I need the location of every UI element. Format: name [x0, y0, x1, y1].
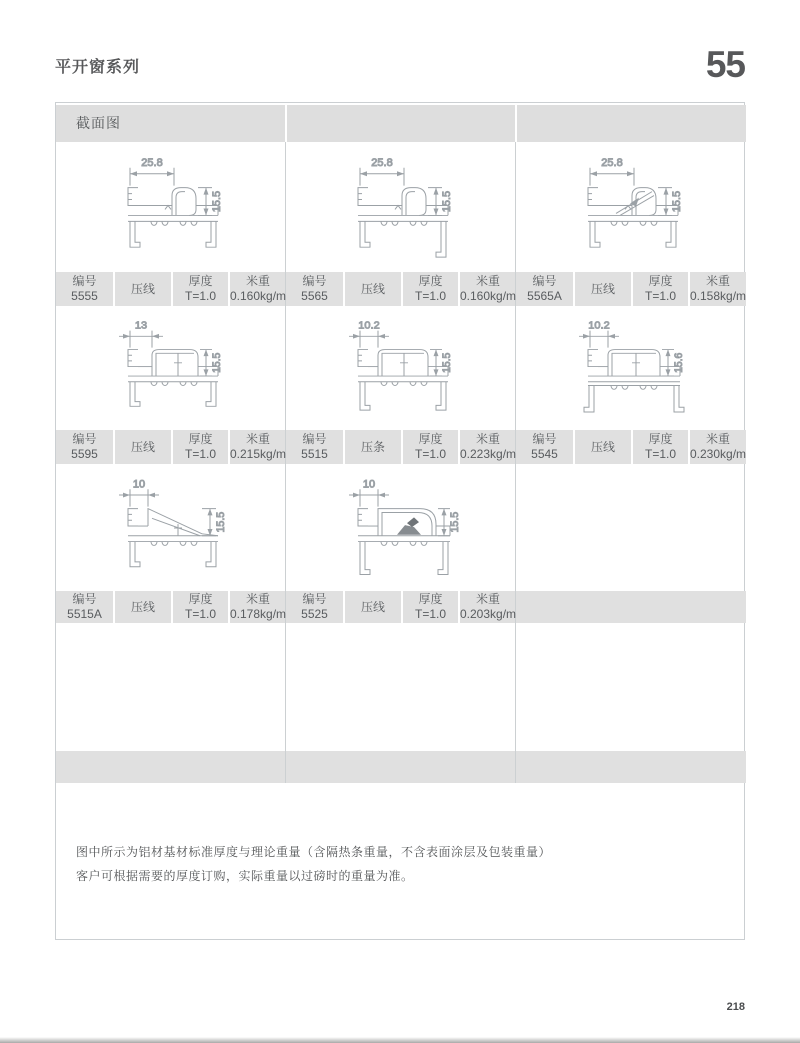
profile-code-value: 5515 [301, 447, 328, 461]
profile-weight-label: 米重 [245, 432, 270, 446]
profile-info-5525 [286, 591, 516, 623]
svg-text:25.8: 25.8 [141, 156, 163, 169]
profile-thickness-value: T=1.0 [184, 447, 217, 461]
note-line-1: 图中所示为铝材基材标准厚度与理论重量（含隔热条重量，不含表面涂层及包装重量） [76, 845, 552, 859]
svg-text:15.5: 15.5 [440, 190, 454, 213]
profile-weight-value: 0.203kg/m [459, 607, 517, 621]
page-edge-shadow [0, 1037, 800, 1043]
profile-weight-cell [688, 430, 746, 464]
profile-code-cell [56, 591, 113, 623]
profile-code-cell [516, 272, 573, 306]
svg-text:15.5: 15.5 [670, 190, 684, 213]
profile-weight-cell [458, 430, 516, 464]
profile-info-5545 [516, 430, 746, 464]
profile-code-label: 编号 [532, 274, 557, 288]
profile-info-5565 [286, 272, 516, 306]
profile-thickness-label: 厚度 [188, 592, 213, 606]
profile-code-label: 编号 [72, 592, 97, 606]
profile-weight-label: 米重 [705, 274, 730, 288]
profile-code-value: 5525 [301, 607, 328, 621]
profile-drawing-5555 [56, 142, 286, 272]
profile-type-value: 压线 [130, 439, 155, 454]
profile-code-value: 5595 [71, 447, 98, 461]
profile-thickness-cell [401, 430, 458, 464]
profile-type-cell [113, 591, 171, 623]
profile-thickness-cell [171, 591, 228, 623]
banner-separator [515, 105, 517, 142]
profile-weight-label: 米重 [245, 592, 270, 606]
profile-type-value: 压条 [360, 439, 385, 454]
profile-code-cell [56, 272, 113, 306]
profile-drawing-5515 [286, 306, 516, 430]
info-band-row-4 [56, 751, 746, 783]
section-table [55, 102, 745, 940]
profile-type-cell [343, 591, 401, 623]
profile-weight-cell [228, 430, 286, 464]
profile-type-cell [573, 272, 631, 306]
profile-code-cell [516, 430, 573, 464]
profile-code-value: 5565A [527, 289, 562, 303]
svg-text:10.2: 10.2 [358, 319, 380, 332]
page-number: 218 [726, 1001, 745, 1013]
profile-type-value: 压线 [130, 281, 155, 296]
svg-text:15.6: 15.6 [672, 352, 686, 373]
profile-weight-value: 0.230kg/m [689, 447, 747, 461]
profile-weight-label: 米重 [245, 274, 270, 288]
profile-thickness-label: 厚度 [648, 274, 673, 288]
profile-thickness-cell [401, 272, 458, 306]
profile-thickness-label: 厚度 [188, 432, 213, 446]
profile-code-label: 编号 [532, 432, 557, 446]
profile-info-5595 [56, 430, 286, 464]
profile-type-value: 压线 [130, 599, 155, 614]
svg-text:25.8: 25.8 [601, 156, 623, 169]
profile-thickness-label: 厚度 [648, 432, 673, 446]
profile-code-label: 编号 [302, 592, 327, 606]
profile-type-value: 压线 [590, 439, 615, 454]
profile-code-value: 5565 [301, 289, 328, 303]
profile-weight-cell [458, 591, 516, 623]
profile-info-5555 [56, 272, 286, 306]
profile-weight-value: 0.223kg/m [459, 447, 517, 461]
notes-block [56, 783, 746, 940]
profile-type-value: 压线 [590, 281, 615, 296]
profile-thickness-value: T=1.0 [644, 289, 677, 303]
profile-thickness-cell [401, 591, 458, 623]
profile-code-cell [56, 430, 113, 464]
note-line-2: 客户可根据需要的厚度订购，实际重量以过磅时的重量为准。 [76, 869, 414, 883]
profile-weight-label: 米重 [475, 274, 500, 288]
svg-text:15.5: 15.5 [448, 511, 462, 533]
profile-thickness-value: T=1.0 [414, 289, 447, 303]
profile-info-5515 [286, 430, 516, 464]
profile-type-cell [113, 430, 171, 464]
profile-weight-cell [688, 272, 746, 306]
profile-thickness-value: T=1.0 [414, 447, 447, 461]
profile-code-cell [286, 591, 343, 623]
profile-code-value: 5545 [531, 447, 558, 461]
profile-code-value: 5515A [67, 607, 102, 621]
profile-info-5515A [56, 591, 286, 623]
profile-drawing-5565 [286, 142, 516, 272]
svg-text:13: 13 [134, 319, 148, 332]
svg-text:10.2: 10.2 [588, 319, 610, 332]
profile-code-label: 编号 [72, 274, 97, 288]
profile-type-value: 压线 [360, 599, 385, 614]
profile-thickness-label: 厚度 [188, 274, 213, 288]
profile-thickness-cell [631, 272, 688, 306]
profile-weight-label: 米重 [475, 432, 500, 446]
profile-thickness-label: 厚度 [418, 592, 443, 606]
profile-code-label: 编号 [302, 432, 327, 446]
profile-thickness-value: T=1.0 [644, 447, 677, 461]
profile-type-cell [343, 272, 401, 306]
section-header-band [56, 105, 746, 142]
profile-code-value: 5555 [71, 289, 98, 303]
profile-thickness-value: T=1.0 [184, 607, 217, 621]
profile-weight-value: 0.178kg/m [229, 607, 287, 621]
profile-thickness-cell [171, 272, 228, 306]
profile-thickness-value: T=1.0 [414, 607, 447, 621]
profile-code-cell [286, 272, 343, 306]
profile-drawing-5595 [56, 306, 286, 430]
profile-weight-cell [458, 272, 516, 306]
profile-type-cell [343, 430, 401, 464]
banner-separator [285, 105, 287, 142]
section-title: 截面图 [76, 115, 121, 131]
profile-type-cell [113, 272, 171, 306]
svg-text:15.5: 15.5 [210, 352, 224, 373]
svg-text:25.8: 25.8 [371, 156, 393, 169]
profile-drawing-5525 [286, 464, 516, 591]
profile-drawing-5565A [516, 142, 746, 272]
profile-weight-value: 0.160kg/m [459, 289, 517, 303]
profile-drawing-5545 [516, 306, 746, 430]
profile-thickness-value: T=1.0 [184, 289, 217, 303]
profile-code-label: 编号 [302, 274, 327, 288]
profile-thickness-cell [171, 430, 228, 464]
series-title: 平开窗系列 [55, 59, 141, 76]
profile-code-label: 编号 [72, 432, 97, 446]
svg-text:15.5: 15.5 [440, 352, 454, 373]
svg-text:15.5: 15.5 [210, 190, 224, 213]
profile-weight-cell [228, 272, 286, 306]
svg-text:15.5: 15.5 [214, 511, 228, 533]
profile-type-cell [573, 430, 631, 464]
profile-weight-value: 0.215kg/m [229, 447, 287, 461]
profile-thickness-label: 厚度 [418, 274, 443, 288]
profile-drawing-5515A [56, 464, 286, 591]
profile-weight-value: 0.158kg/m [689, 289, 747, 303]
svg-text:10: 10 [132, 478, 146, 491]
profile-weight-label: 米重 [705, 432, 730, 446]
profile-code-cell [286, 430, 343, 464]
profile-weight-cell [228, 591, 286, 623]
profile-thickness-cell [631, 430, 688, 464]
profile-type-value: 压线 [360, 281, 385, 296]
svg-text:10: 10 [362, 478, 376, 491]
profile-weight-value: 0.160kg/m [229, 289, 287, 303]
profile-thickness-label: 厚度 [418, 432, 443, 446]
profile-weight-label: 米重 [475, 592, 500, 606]
profile-info-5565A [516, 272, 746, 306]
series-page-badge: 55 [705, 44, 745, 85]
